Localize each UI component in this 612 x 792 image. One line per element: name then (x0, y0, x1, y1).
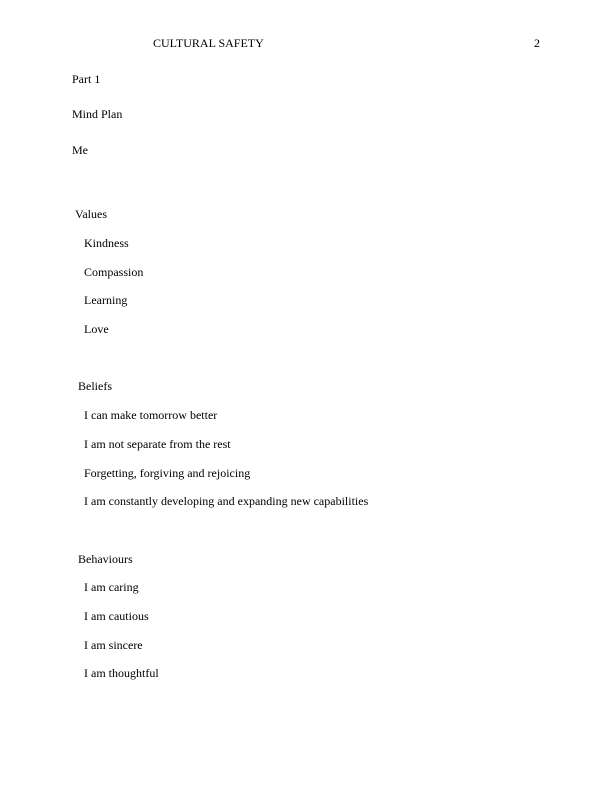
beliefs-item: I can make tomorrow better (84, 408, 218, 422)
behaviours-item: I am sincere (84, 638, 143, 652)
behaviours-item: I am cautious (84, 609, 149, 623)
values-heading: Values (75, 207, 107, 221)
part-label: Part 1 (72, 72, 101, 86)
values-item: Love (84, 322, 109, 336)
beliefs-item: Forgetting, forgiving and rejoicing (84, 466, 251, 480)
values-item: Compassion (84, 265, 144, 279)
page-number: 2 (534, 36, 540, 50)
subject-label: Me (72, 143, 88, 157)
document-title: Mind Plan (72, 107, 123, 121)
behaviours-item: I am thoughtful (84, 666, 159, 680)
behaviours-heading: Behaviours (78, 552, 133, 566)
values-item: Kindness (84, 236, 129, 250)
beliefs-item: I am constantly developing and expanding new capabilities (84, 494, 369, 508)
beliefs-item: I am not separate from the rest (84, 437, 231, 451)
behaviours-item: I am caring (84, 580, 139, 594)
running-head: CULTURAL SAFETY (153, 36, 264, 50)
beliefs-heading: Beliefs (78, 379, 112, 393)
values-item: Learning (84, 293, 128, 307)
